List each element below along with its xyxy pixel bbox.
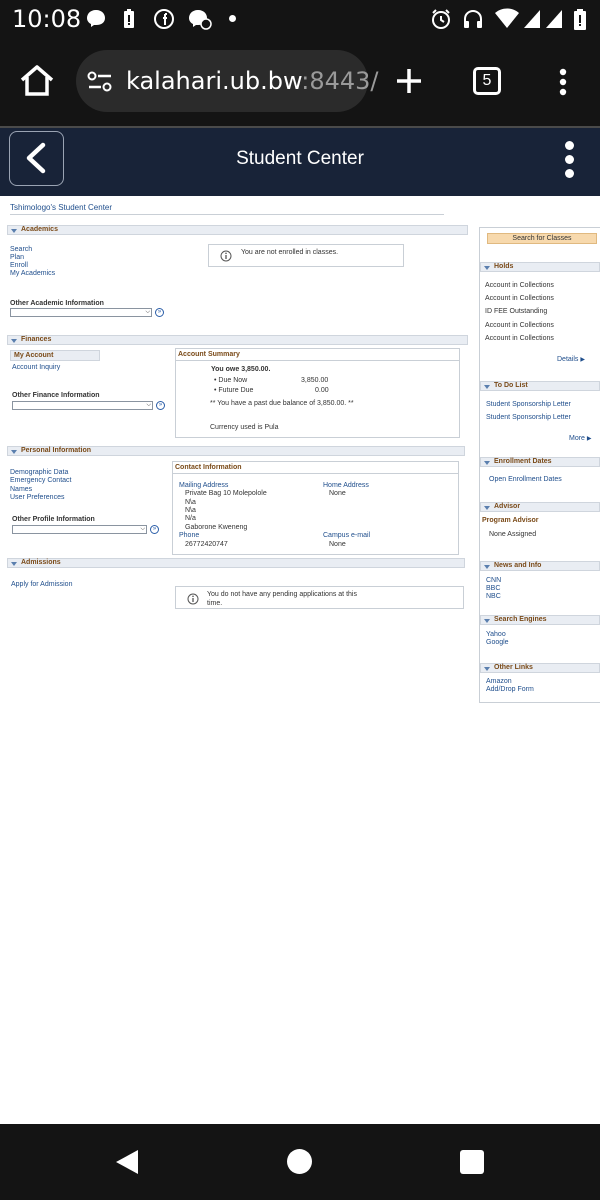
enrollment-dates-link[interactable]: Open Enrollment Dates xyxy=(489,476,562,483)
other-finance-select[interactable]: ⌵ xyxy=(12,401,153,410)
contact-info-panel xyxy=(172,461,459,555)
future-due-text: Future Due xyxy=(218,387,254,394)
past-due-text: ** You have a past due balance of 3,850.00. ** xyxy=(210,400,354,407)
sidebar-header-enrollment[interactable] xyxy=(480,457,600,467)
sidebar-header-other-links[interactable] xyxy=(480,663,600,673)
not-enrolled-notice xyxy=(208,244,404,267)
news-link-cnn[interactable]: CNN xyxy=(486,577,502,584)
collapse-icon xyxy=(484,619,490,623)
link-plan[interactable]: Plan xyxy=(10,254,25,261)
divider xyxy=(10,214,444,215)
overflow-menu-icon[interactable] xyxy=(565,141,574,178)
link-account-inquiry[interactable]: Account Inquiry xyxy=(12,364,61,371)
section-header-finances[interactable] xyxy=(7,335,468,345)
hold-item: Account in Collections xyxy=(485,322,554,329)
divider xyxy=(176,360,459,361)
link-names[interactable]: Names xyxy=(10,486,33,493)
hold-item: Account in Collections xyxy=(485,335,554,342)
admissions-notice xyxy=(175,586,464,609)
section-title: Holds xyxy=(494,263,514,270)
section-title: Other Links xyxy=(494,664,533,671)
battery-saver-icon xyxy=(122,8,136,34)
section-header-academics[interactable] xyxy=(7,225,468,235)
section-title: Academics xyxy=(21,226,58,233)
signal-icon xyxy=(544,8,564,34)
contact-info-title: Contact Information xyxy=(175,464,242,471)
todo-more-link[interactable] xyxy=(569,435,592,442)
section-title: Enrollment Dates xyxy=(494,458,552,465)
other-academic-select[interactable]: ⌵ xyxy=(10,308,152,317)
headphones-icon xyxy=(462,8,484,34)
url-port: :8443/ xyxy=(301,67,379,95)
browser-menu-icon[interactable] xyxy=(558,68,568,103)
other-finance-label: Other Finance Information xyxy=(12,392,100,399)
link-enroll[interactable]: Enroll xyxy=(10,262,28,269)
notice-text: You are not enrolled in classes. xyxy=(241,249,339,256)
clock: 10:08 xyxy=(12,5,82,33)
page-title: Student Center xyxy=(236,148,364,169)
sidebar-header-advisor[interactable] xyxy=(480,502,600,512)
program-advisor-label: Program Advisor xyxy=(482,517,539,524)
collapse-icon xyxy=(484,385,490,389)
section-title: News and Info xyxy=(494,562,542,569)
section-header-personal[interactable] xyxy=(7,446,465,456)
collapse-icon xyxy=(484,266,490,270)
news-link-nbc[interactable]: NBC xyxy=(486,593,501,600)
sidebar-header-holds[interactable] xyxy=(480,262,600,272)
other-profile-label: Other Profile Information xyxy=(12,516,95,523)
url-text[interactable] xyxy=(126,67,379,95)
section-title: Personal Information xyxy=(21,447,92,454)
hold-item: Account in Collections xyxy=(485,295,554,302)
search-classes-button[interactable]: Search for Classes xyxy=(487,233,597,244)
my-account-tab xyxy=(10,350,100,361)
due-now-value: 3,850.00 xyxy=(301,377,329,384)
info-icon xyxy=(187,592,199,610)
mailing-line: Gaborone Kweneng xyxy=(185,524,248,531)
mailing-line: N\a xyxy=(185,507,196,514)
mailing-line: N/a xyxy=(185,515,196,522)
program-advisor-value: None Assigned xyxy=(489,531,537,538)
sidebar-header-todo[interactable] xyxy=(480,381,600,391)
other-academic-label: Other Academic Information xyxy=(10,300,104,307)
my-account-label: My Account xyxy=(14,352,54,359)
todo-item[interactable]: Student Sponsorship Letter xyxy=(486,401,571,408)
search-engine-yahoo[interactable]: Yahoo xyxy=(486,631,506,638)
phone-link[interactable]: Phone xyxy=(179,532,200,539)
collapse-icon xyxy=(484,565,490,569)
holds-details-link[interactable] xyxy=(557,356,585,363)
link-emergency-contact[interactable]: Emergency Contact xyxy=(10,477,72,484)
collapse-icon xyxy=(11,562,17,566)
home-address-value: None xyxy=(329,490,346,497)
collapse-icon xyxy=(11,450,17,454)
home-address-link[interactable]: Home Address xyxy=(323,482,369,489)
home-icon[interactable] xyxy=(18,62,56,105)
more-label: More xyxy=(569,435,585,442)
collapse-icon xyxy=(484,506,490,510)
wifi-icon xyxy=(494,8,520,34)
link-demographic-data[interactable]: Demographic Data xyxy=(10,469,69,476)
dot-icon xyxy=(229,15,236,22)
section-title: Search Engines xyxy=(494,616,547,623)
mailing-line: Private Bag 10 Molepolole xyxy=(185,490,267,497)
back-nav-icon[interactable] xyxy=(113,1148,141,1181)
go-button-icon[interactable]: » xyxy=(150,525,159,534)
phone-value: 26772420747 xyxy=(185,541,228,548)
collapse-icon xyxy=(11,229,17,233)
section-header-admissions[interactable] xyxy=(7,558,465,568)
url-host: kalahari.ub.bw xyxy=(126,67,302,95)
collapse-icon xyxy=(484,461,490,465)
link-user-preferences[interactable]: User Preferences xyxy=(10,494,65,501)
site-settings-icon[interactable] xyxy=(87,70,113,99)
collapse-icon xyxy=(11,339,17,343)
you-owe-text: You owe 3,850.00. xyxy=(211,366,271,373)
messenger-fb-icon xyxy=(188,8,212,34)
go-button-icon[interactable]: » xyxy=(156,401,165,410)
arrow-right-icon: ▶ xyxy=(586,436,592,442)
currency-text: Currency used is Pula xyxy=(210,424,279,431)
divider xyxy=(173,473,458,474)
link-search[interactable]: Search xyxy=(10,246,33,253)
mailing-line: N\a xyxy=(185,499,196,506)
section-title: To Do List xyxy=(494,382,528,389)
sidebar-header-news[interactable] xyxy=(480,561,600,571)
section-title: Advisor xyxy=(494,503,521,510)
tab-switcher-button[interactable] xyxy=(473,67,501,95)
account-summary-panel xyxy=(175,348,460,438)
messenger-icon xyxy=(86,8,106,32)
notice-text: You do not have any pending applications at this time. xyxy=(207,591,357,607)
future-due-label: • Future Due xyxy=(214,387,254,394)
signal-icon xyxy=(522,8,542,34)
new-tab-icon[interactable] xyxy=(394,66,424,101)
todo-item[interactable]: Student Sponsorship Letter xyxy=(486,414,571,421)
battery-icon xyxy=(572,8,588,36)
due-now-text: Due Now xyxy=(218,377,248,384)
news-link-bbc[interactable]: BBC xyxy=(486,585,501,592)
details-label: Details xyxy=(557,356,579,363)
mailing-address-link[interactable]: Mailing Address xyxy=(179,482,229,489)
info-icon xyxy=(220,249,232,267)
hold-item: Account in Collections xyxy=(485,282,554,289)
other-link-amazon[interactable]: Amazon xyxy=(486,678,512,685)
search-engine-google[interactable]: Google xyxy=(486,639,509,646)
sidebar-header-search-engines[interactable] xyxy=(480,615,600,625)
recents-nav-icon[interactable] xyxy=(460,1150,484,1174)
tab-count: 5 xyxy=(482,72,492,89)
alarm-icon xyxy=(430,8,452,34)
link-apply-admission[interactable]: Apply for Admission xyxy=(11,581,73,588)
hold-item: ID FEE Outstanding xyxy=(485,308,548,315)
campus-email-value: None xyxy=(329,541,346,548)
collapse-icon xyxy=(484,667,490,671)
future-due-value: 0.00 xyxy=(315,387,329,394)
other-link-add-drop[interactable]: Add/Drop Form xyxy=(486,686,534,693)
go-button-icon[interactable]: » xyxy=(155,308,164,317)
other-profile-select[interactable]: ⌵ xyxy=(12,525,147,534)
home-nav-icon[interactable] xyxy=(287,1149,312,1174)
section-title: Finances xyxy=(21,336,52,343)
account-summary-title: Account Summary xyxy=(178,351,240,358)
facebook-icon xyxy=(153,8,175,34)
campus-email-link[interactable]: Campus e-mail xyxy=(323,532,371,539)
section-title: Admissions xyxy=(21,559,61,566)
arrow-right-icon: ▶ xyxy=(580,357,585,363)
student-center-title: Tshimologo's Student Center xyxy=(10,203,113,212)
due-now-label: • Due Now xyxy=(214,377,248,384)
link-my-academics[interactable]: My Academics xyxy=(10,270,56,277)
